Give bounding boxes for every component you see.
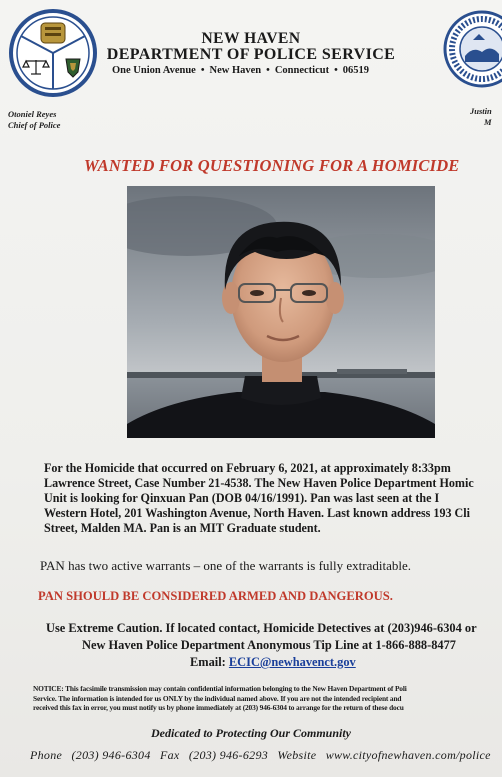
chief-of-police (8, 109, 60, 131)
website-label: Website (277, 748, 317, 762)
email-label: Email: (190, 655, 226, 669)
description-line: Western Hotel, 201 Washington Avenue, North Haven. Last known address 193 Cli (44, 506, 471, 520)
contact-email (190, 655, 356, 670)
legal-notice-line: Service. The information is intended for us ONLY by the individual named above. If you are not the intended recipient and (33, 693, 402, 703)
email-link[interactable]: ECIC@newhavenct.gov (228, 655, 356, 669)
department-address: One Union Avenue • New Haven • Connecticut • 06519 (112, 65, 370, 76)
address-state: Connecticut (274, 65, 330, 76)
suspect-photo (127, 186, 435, 438)
phone-label: Phone (30, 748, 63, 762)
address-zip: 06519 (342, 65, 370, 76)
description-line: Unit is looking for Qinxuan Pan (DOB 04/16/1991). Pan was last seen at the I (44, 491, 440, 505)
tagline: Dedicated to Protecting Our Community (151, 726, 351, 740)
chief-name: Otoniel Reyes (8, 109, 57, 119)
incident-description (44, 461, 502, 536)
address-city: New Haven (209, 65, 262, 76)
legal-notice-line: received this fax in error, you must notify us by phone immediately at (203) 946-6304 to arrange for the return of these docu (33, 703, 404, 713)
legal-notice (33, 684, 502, 713)
city-name: NEW HAVEN (201, 30, 301, 47)
website-link[interactable]: www.cityofnewhaven.com/police (325, 748, 491, 762)
fax-label: Fax (159, 748, 180, 762)
fax-number: (203) 946-6293 (188, 748, 269, 762)
armed-warning: PAN SHOULD BE CONSIDERED ARMED AND DANGEROUS. (38, 589, 393, 603)
tip-line: New Haven Police Department Anonymous Tip Line at 1-866-888-8477 (82, 638, 457, 652)
description-line: For the Homicide that occurred on February 6, 2021, at approximately 8:33pm (44, 461, 451, 475)
city-of-new-haven-seal-icon (443, 10, 502, 88)
chief-title: Chief of Police (8, 120, 61, 130)
warrants-statement: PAN has two active warrants – one of the warrants is fully extraditable. (40, 558, 412, 573)
mayor-title: M (484, 117, 492, 127)
contact-line-1: Use Extreme Caution. If located contact, Homicide Detectives at (203)946-6304 or (46, 621, 477, 635)
phone-number: (203) 946-6304 (71, 748, 151, 762)
department-name: DEPARTMENT OF POLICE SERVICE (106, 46, 396, 63)
legal-notice-line: NOTICE: This facsimile transmission may contain confidential information belonging to the New Haven Department of Poli (33, 684, 407, 693)
wanted-headline: WANTED FOR QUESTIONING FOR A HOMICIDE (84, 156, 460, 175)
mayor-name: Justin (470, 106, 492, 116)
footer-contact (30, 748, 491, 763)
description-line: Lawrence Street, Case Number 21-4538. The New Haven Police Department Homic (44, 476, 474, 490)
address-street: One Union Avenue (112, 65, 196, 76)
description-line: Street, Malden MA. Pan is an MIT Graduate student. (44, 521, 321, 535)
mayor (470, 106, 492, 128)
